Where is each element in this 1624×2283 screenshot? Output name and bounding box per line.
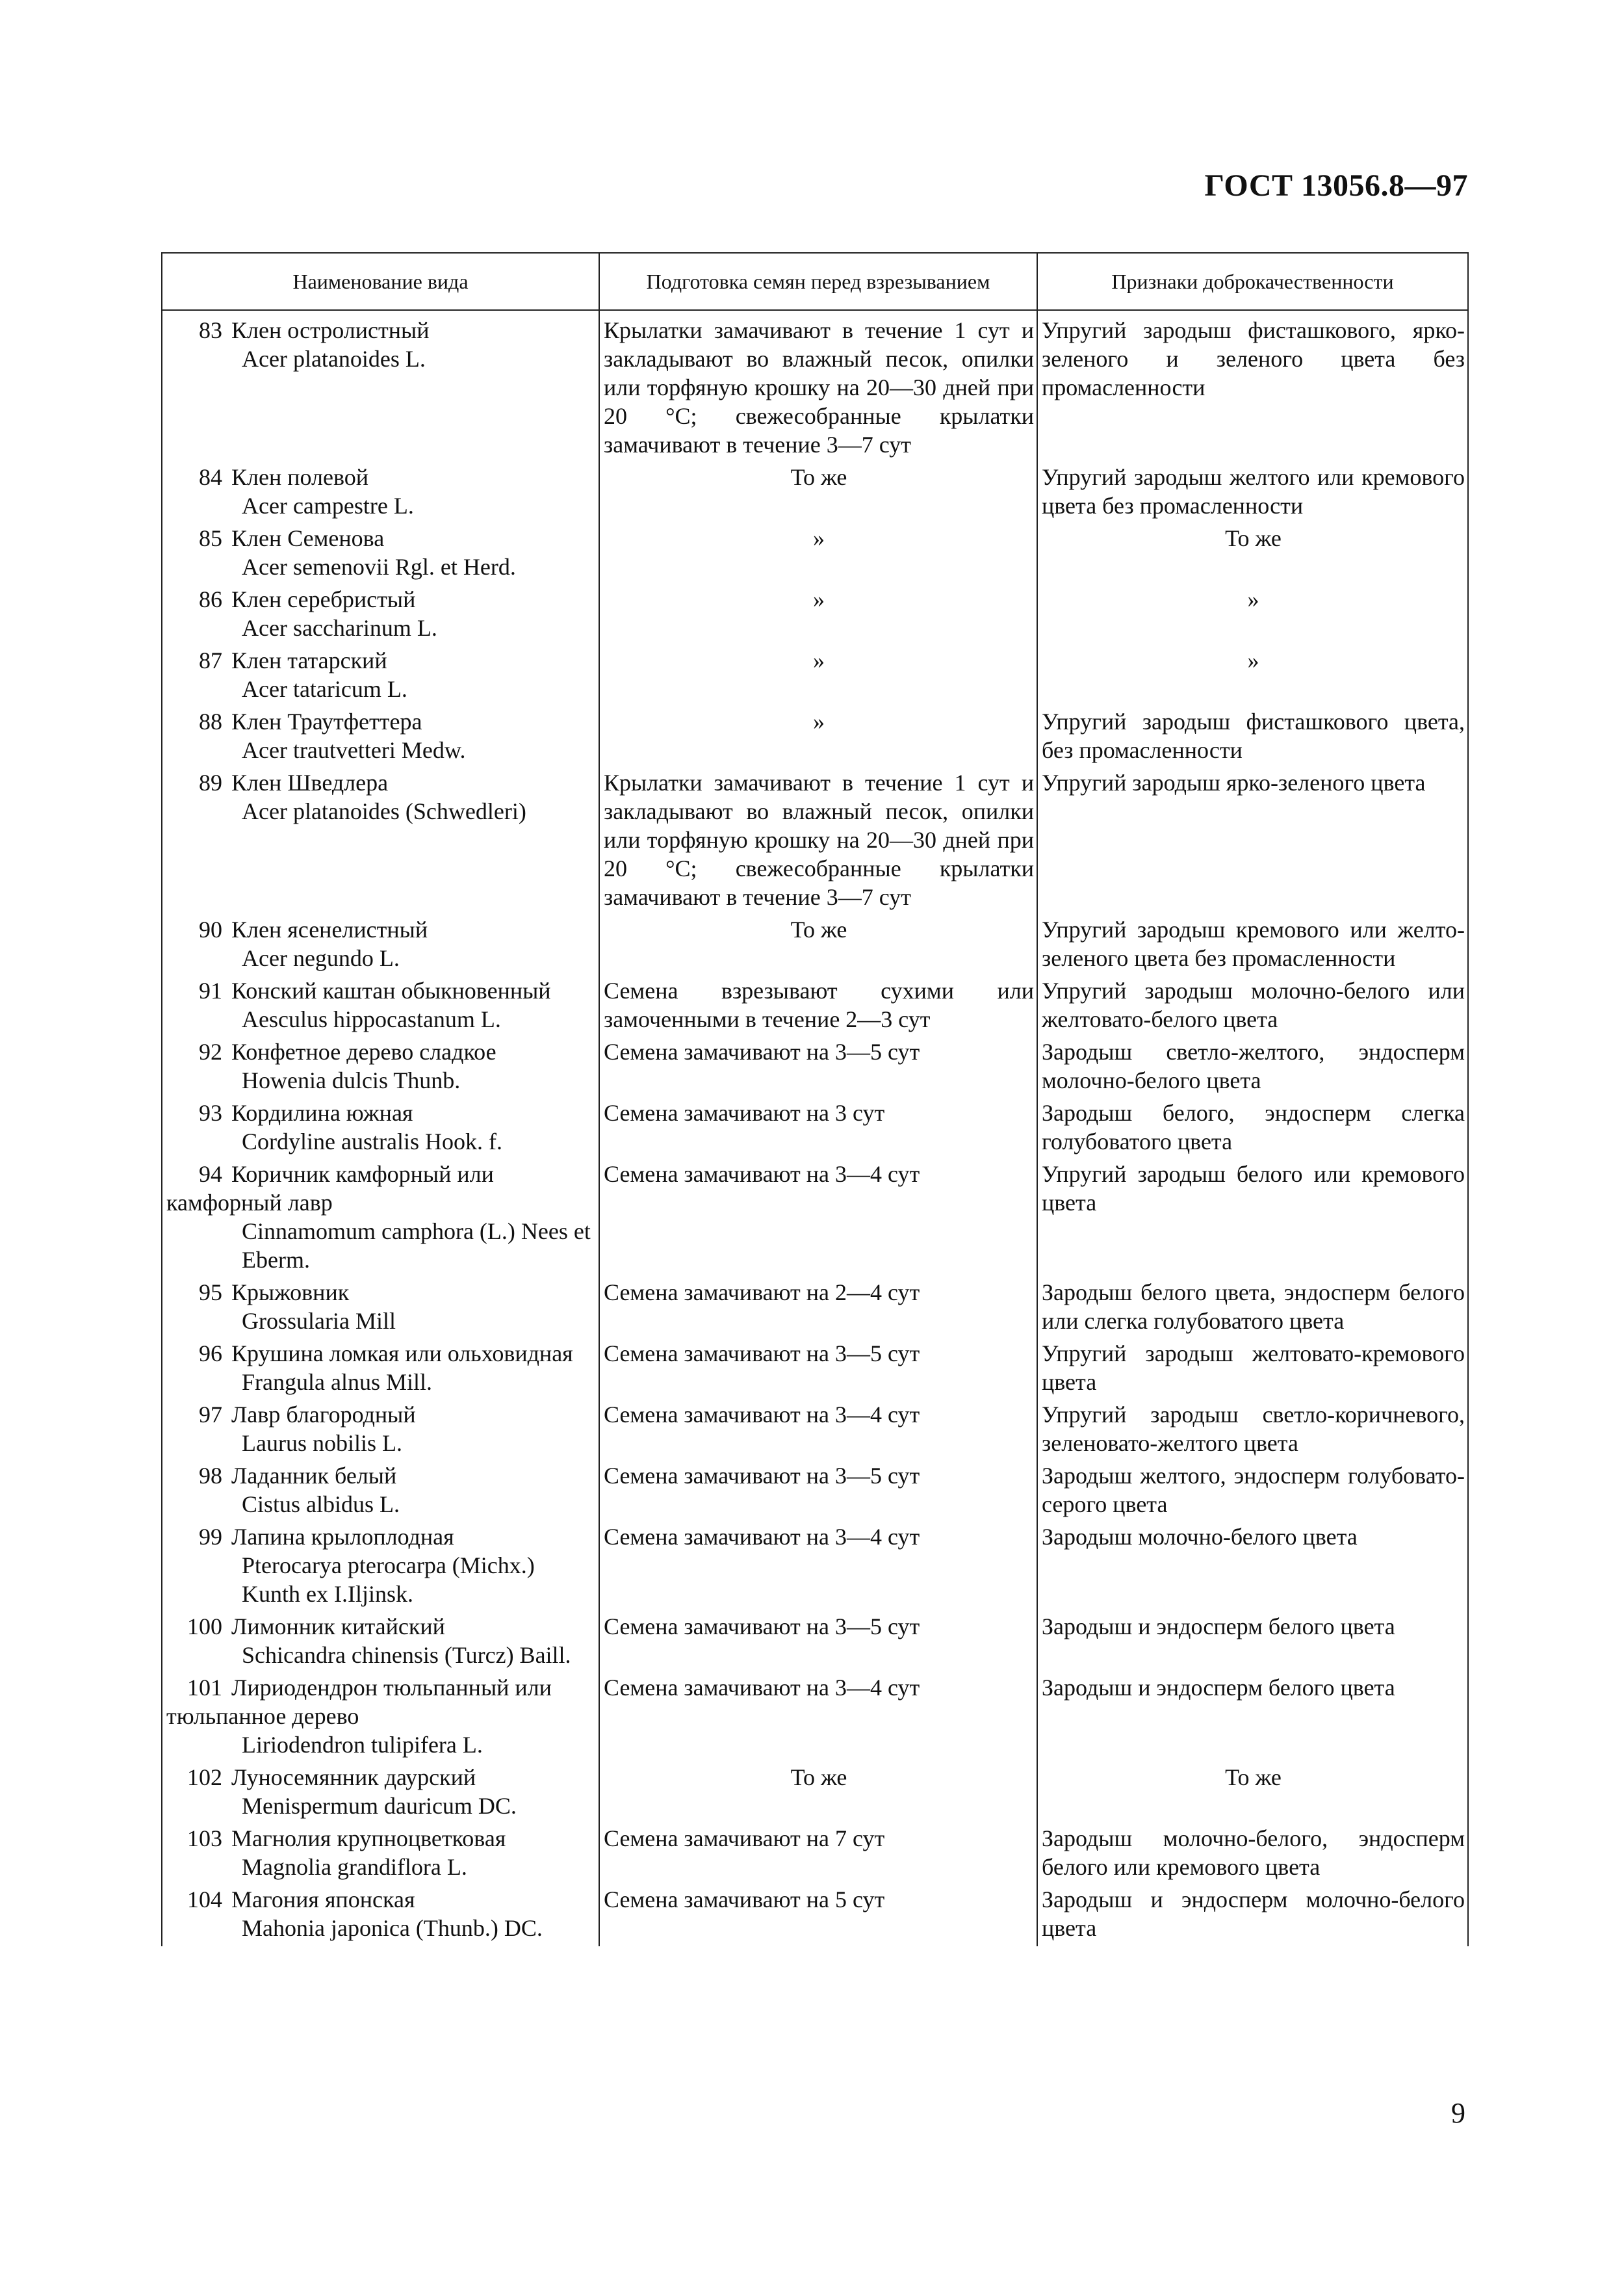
table-row xyxy=(162,1278,1468,1339)
preparation-cell: То же xyxy=(599,1763,1037,1824)
quality-signs-cell: Упругий зародыш белого или кремового цвета xyxy=(1037,1160,1468,1278)
preparation-cell: Семена замачивают на 3—4 сут xyxy=(599,1160,1037,1278)
preparation-cell: » xyxy=(599,707,1037,768)
preparation-cell: Семена замачивают на 3—4 сут xyxy=(599,1673,1037,1763)
row-number: 102 xyxy=(187,1764,222,1790)
row-number: 104 xyxy=(187,1886,222,1912)
quality-signs-cell: Упругий зародыш ярко-зеленого цвета xyxy=(1037,768,1468,915)
quality-signs-cell: Упругий зародыш светло-коричневого, зеленовато-желтого цвета xyxy=(1037,1400,1468,1461)
preparation-cell: Крылатки замачивают в течение 1 сут и закладывают во влажный песок, опилки или торфяную крошку на 20—30 дней при 20 °С; свежесобранные крылатки замачивают в течение 3—7 сут xyxy=(599,768,1037,915)
preparation-cell: Семена замачивают на 3 сут xyxy=(599,1099,1037,1160)
row-number: 89 xyxy=(199,770,222,796)
species-name-latin: Acer platanoides L. xyxy=(242,346,426,372)
species-name-ru: Клен Семенова xyxy=(231,525,385,551)
quality-signs-cell: Упругий зародыш желтого или кремового цвета без промасленности xyxy=(1037,463,1468,524)
quality-signs-cell: Упругий зародыш фисташкового цвета, без промасленности xyxy=(1037,707,1468,768)
quality-signs-cell: Зародыш молочно-белого цвета xyxy=(1037,1522,1468,1612)
species-name-ru: Лимонник китайский xyxy=(231,1613,445,1639)
species-name-ru: Конский каштан обыкновенный xyxy=(231,978,551,1004)
preparation-cell: Семена замачивают на 7 сут xyxy=(599,1824,1037,1885)
quality-signs-cell: Зародыш и эндосперм молочно-белого цвета xyxy=(1037,1885,1468,1946)
row-number: 96 xyxy=(199,1340,222,1366)
species-cell xyxy=(162,976,599,1037)
table-row xyxy=(162,976,1468,1037)
species-name-latin: Cinnamomum camphora (L.) Nees et Eberm. xyxy=(242,1218,591,1273)
table-row xyxy=(162,1673,1468,1763)
preparation-cell: То же xyxy=(599,915,1037,976)
row-number: 88 xyxy=(199,709,222,735)
row-number: 91 xyxy=(199,978,222,1004)
species-name-ru: Магония японская xyxy=(231,1886,415,1912)
species-name-latin: Acer negundo L. xyxy=(242,945,400,971)
table-row xyxy=(162,1160,1468,1278)
species-cell xyxy=(162,310,599,463)
species-cell xyxy=(162,585,599,646)
species-cell xyxy=(162,1885,599,1946)
species-name-ru: Лириодендрон тюльпанный или тюльпанное дерево xyxy=(166,1675,552,1729)
species-cell xyxy=(162,646,599,707)
species-name-ru: Клен татарский xyxy=(231,647,387,673)
species-name-latin: Aesculus hippocastanum L. xyxy=(242,1006,501,1032)
row-number: 100 xyxy=(187,1613,222,1639)
species-cell xyxy=(162,1160,599,1278)
standard-number: ГОСТ 13056.8—97 xyxy=(1204,168,1468,203)
species-cell xyxy=(162,1278,599,1339)
preparation-cell: Крылатки замачивают в течение 1 сут и закладывают во влажный песок, опилки или торфяную крошку на 20—30 дней при 20 °С; свежесобранные крылатки замачивают в течение 3—7 сут xyxy=(599,310,1037,463)
row-number: 98 xyxy=(199,1463,222,1489)
table-row xyxy=(162,585,1468,646)
quality-signs-cell: Упругий зародыш молочно-белого или желтовато-белого цвета xyxy=(1037,976,1468,1037)
preparation-cell: То же xyxy=(599,463,1037,524)
table-row xyxy=(162,1400,1468,1461)
row-number: 85 xyxy=(199,525,222,551)
quality-signs-cell: То же xyxy=(1037,524,1468,585)
row-number: 87 xyxy=(199,647,222,673)
species-table xyxy=(161,252,1469,1946)
preparation-cell: Семена замачивают на 3—4 сут xyxy=(599,1400,1037,1461)
page-number: 9 xyxy=(1451,2097,1465,2129)
table-row xyxy=(162,1763,1468,1824)
table-body xyxy=(162,310,1468,1946)
preparation-cell: » xyxy=(599,585,1037,646)
quality-signs-cell: Зародыш желтого, эндосперм голубовато-серого цвета xyxy=(1037,1461,1468,1522)
quality-signs-cell: Зародыш белого, эндосперм слегка голубоватого цвета xyxy=(1037,1099,1468,1160)
table-row xyxy=(162,1037,1468,1099)
species-name-latin: Pterocarya pterocarpa (Michx.) Kunth ex I.Iljinsk. xyxy=(242,1552,535,1607)
quality-signs-cell: Зародыш и эндосперм белого цвета xyxy=(1037,1612,1468,1673)
species-name-ru: Клен остролистный xyxy=(231,317,430,343)
species-name-latin: Liriodendron tulipifera L. xyxy=(242,1732,483,1758)
table-row xyxy=(162,463,1468,524)
species-name-ru: Лапина крылоплодная xyxy=(231,1524,454,1550)
preparation-cell: Семена замачивают на 3—5 сут xyxy=(599,1612,1037,1673)
species-name-latin: Grossularia Mill xyxy=(242,1308,396,1334)
species-name-ru: Луносемянник даурский xyxy=(231,1764,476,1790)
column-header-quality-signs: Признаки доброкачественности xyxy=(1037,253,1468,310)
table-row xyxy=(162,1522,1468,1612)
table-row xyxy=(162,1339,1468,1400)
species-cell xyxy=(162,1037,599,1099)
preparation-cell: Семена замачивают на 3—5 сут xyxy=(599,1339,1037,1400)
quality-signs-cell: Зародыш белого цвета, эндосперм белого или слегка голубоватого цвета xyxy=(1037,1278,1468,1339)
species-name-ru: Клен серебристый xyxy=(231,586,416,612)
preparation-cell: Семена замачивают на 3—5 сут xyxy=(599,1461,1037,1522)
species-name-ru: Ладанник белый xyxy=(231,1463,397,1489)
species-cell xyxy=(162,1099,599,1160)
species-cell xyxy=(162,463,599,524)
row-number: 94 xyxy=(199,1161,222,1187)
table-row xyxy=(162,1612,1468,1673)
species-name-latin: Schicandra chinensis (Turcz) Baill. xyxy=(242,1642,571,1668)
table-row xyxy=(162,646,1468,707)
quality-signs-cell: То же xyxy=(1037,1763,1468,1824)
species-name-ru: Крыжовник xyxy=(231,1279,350,1305)
row-number: 93 xyxy=(199,1100,222,1126)
species-name-ru: Конфетное дерево сладкое xyxy=(231,1039,496,1065)
species-name-latin: Cistus albidus L. xyxy=(242,1491,400,1517)
species-cell xyxy=(162,1612,599,1673)
species-name-latin: Howenia dulcis Thunb. xyxy=(242,1067,461,1093)
species-name-latin: Cordyline australis Hook. f. xyxy=(242,1128,502,1155)
species-name-ru: Магнолия крупноцветковая xyxy=(231,1825,506,1851)
table-row xyxy=(162,768,1468,915)
species-name-ru: Клен полевой xyxy=(231,464,368,490)
preparation-cell: Семена замачивают на 3—4 сут xyxy=(599,1522,1037,1612)
species-cell xyxy=(162,1763,599,1824)
table-row xyxy=(162,1099,1468,1160)
species-cell xyxy=(162,1461,599,1522)
row-number: 86 xyxy=(199,586,222,612)
quality-signs-cell: Зародыш и эндосперм белого цвета xyxy=(1037,1673,1468,1763)
species-name-latin: Laurus nobilis L. xyxy=(242,1430,402,1456)
species-name-ru: Коричник камфорный или камфорный лавр xyxy=(166,1161,494,1216)
species-name-latin: Acer campestre L. xyxy=(242,493,414,519)
species-name-latin: Acer platanoides (Schwedleri) xyxy=(242,798,526,824)
row-number: 97 xyxy=(199,1402,222,1428)
row-number: 92 xyxy=(199,1039,222,1065)
preparation-cell: » xyxy=(599,524,1037,585)
preparation-cell: Семена замачивают на 2—4 сут xyxy=(599,1278,1037,1339)
quality-signs-cell: Упругий зародыш кремового или желто-зеленого цвета без промасленности xyxy=(1037,915,1468,976)
species-name-latin: Acer trautvetteri Medw. xyxy=(242,737,466,763)
quality-signs-cell: Упругий зародыш желтовато-кремового цвета xyxy=(1037,1339,1468,1400)
species-cell xyxy=(162,1400,599,1461)
species-name-ru: Лавр благородный xyxy=(231,1402,416,1428)
table-row xyxy=(162,524,1468,585)
row-number: 84 xyxy=(199,464,222,490)
species-name-latin: Acer tataricum L. xyxy=(242,676,407,702)
row-number: 95 xyxy=(199,1279,222,1305)
table-header-row xyxy=(162,253,1468,310)
species-name-latin: Menispermum dauricum DC. xyxy=(242,1793,517,1819)
species-name-latin: Acer semenovii Rgl. et Herd. xyxy=(242,554,516,580)
species-name-ru: Клен Траутфеттера xyxy=(231,709,422,735)
table-row xyxy=(162,1885,1468,1946)
species-name-ru: Кордилина южная xyxy=(231,1100,413,1126)
species-name-latin: Frangula alnus Mill. xyxy=(242,1369,432,1395)
species-name-ru: Крушина ломкая или ольховидная xyxy=(231,1340,573,1366)
quality-signs-cell: » xyxy=(1037,585,1468,646)
species-cell xyxy=(162,915,599,976)
preparation-cell: » xyxy=(599,646,1037,707)
quality-signs-cell: » xyxy=(1037,646,1468,707)
row-number: 83 xyxy=(199,317,222,343)
species-name-latin: Acer saccharinum L. xyxy=(242,615,437,641)
species-cell xyxy=(162,707,599,768)
quality-signs-cell: Зародыш молочно-белого, эндосперм белого или кремового цвета xyxy=(1037,1824,1468,1885)
species-name-ru: Клен Шведлера xyxy=(231,770,389,796)
table-row xyxy=(162,915,1468,976)
table-row xyxy=(162,707,1468,768)
species-cell xyxy=(162,1522,599,1612)
table-row xyxy=(162,1461,1468,1522)
quality-signs-cell: Упругий зародыш фисташкового, ярко-зеленого и зеленого цвета без промасленности xyxy=(1037,310,1468,463)
row-number: 101 xyxy=(187,1675,222,1701)
row-number: 90 xyxy=(199,917,222,943)
species-name-latin: Mahonia japonica (Thunb.) DC. xyxy=(242,1915,543,1941)
row-number: 103 xyxy=(187,1825,222,1851)
species-cell xyxy=(162,1824,599,1885)
species-name-ru: Клен ясенелистный xyxy=(231,917,428,943)
preparation-cell: Семена замачивают на 5 сут xyxy=(599,1885,1037,1946)
species-cell xyxy=(162,768,599,915)
quality-signs-cell: Зародыш светло-желтого, эндосперм молочно-белого цвета xyxy=(1037,1037,1468,1099)
column-header-species: Наименование вида xyxy=(162,253,599,310)
species-name-latin: Magnolia grandiflora L. xyxy=(242,1854,467,1880)
species-cell xyxy=(162,1339,599,1400)
preparation-cell: Семена замачивают на 3—5 сут xyxy=(599,1037,1037,1099)
row-number: 99 xyxy=(199,1524,222,1550)
table-row xyxy=(162,1824,1468,1885)
preparation-cell: Семена взрезывают сухими или замоченными в течение 2—3 сут xyxy=(599,976,1037,1037)
species-cell xyxy=(162,1673,599,1763)
species-cell xyxy=(162,524,599,585)
table-row xyxy=(162,310,1468,463)
column-header-preparation: Подготовка семян перед взрезыванием xyxy=(599,253,1037,310)
